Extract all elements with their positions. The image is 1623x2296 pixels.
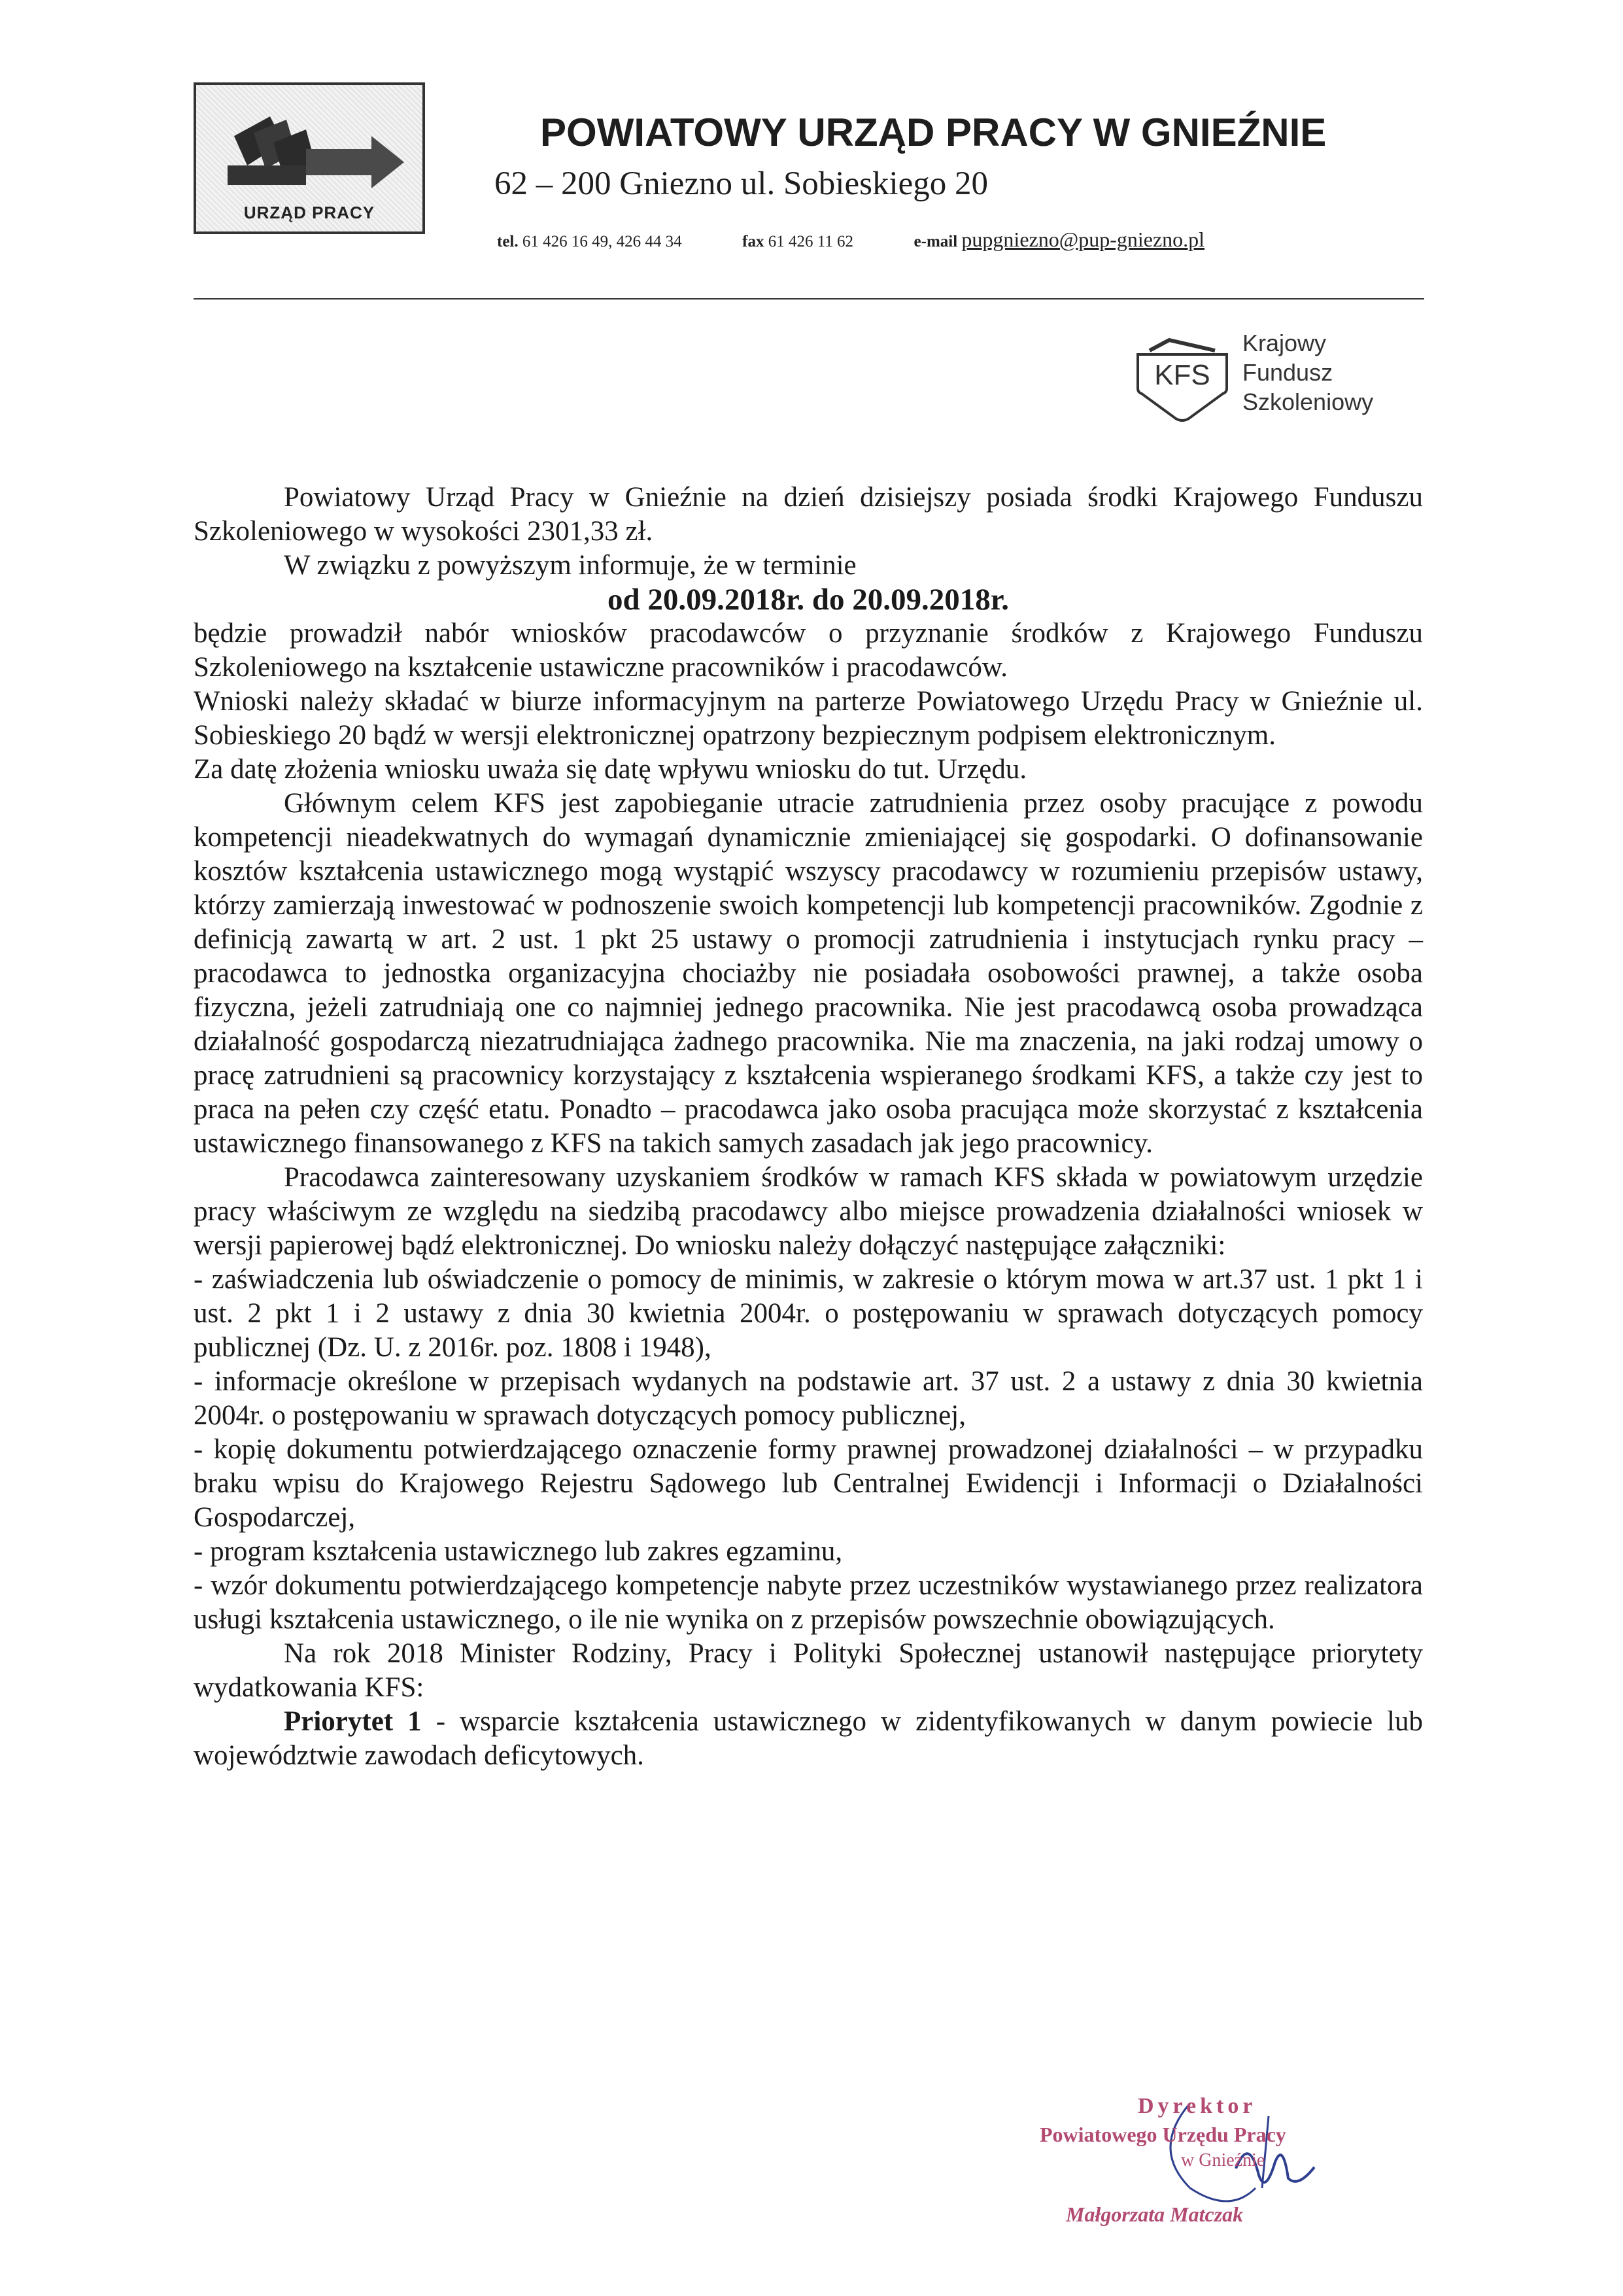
date-range: od 20.09.2018r. do 20.09.2018r. [607, 583, 1010, 617]
tel-label: tel. [497, 233, 519, 250]
arrow-logo-icon [208, 103, 417, 201]
office-name: POWIATOWY URZĄD PRACY W GNIEŹNIE [540, 111, 1327, 154]
kfs-logo [1130, 328, 1405, 426]
stamp-name: Małgorzata Matczak [1066, 2202, 1244, 2226]
paragraph-info: W związku z powyższym informuje, że w terminie [284, 550, 857, 581]
stamp-city: w Gnieźnie [1181, 2150, 1265, 2170]
fax-value: 61 426 11 62 [768, 233, 854, 250]
logo-caption: URZĄD PRACY [243, 203, 375, 222]
list-item: - informacje określone w przepisach wydanych na podstawie art. 37 ust. 2 a ustawy z dnia 30 kwietnia 2004r. o postępowaniu w sprawach dotyczących pomocy publicznej, [194, 1366, 1423, 1431]
fax-label: fax [742, 233, 764, 250]
email-label: e-mail [914, 233, 958, 250]
list-item: - zaświadczenia lub oświadczenie o pomocy de minimis, w zakresie o którym mowa w art.37 ust. 1 pkt 1 i ust. 2 pkt 1 i 2 ustawy z dnia 30 kwietnia 2004r. o postępowaniu w sprawach dotyczących pomocy publicznej (Dz. U. z 2016r. poz. 1808 i 1948), [194, 1264, 1423, 1363]
priority-label: Priorytet 1 [284, 1706, 422, 1737]
kfs-words [1242, 328, 1373, 417]
kfs-badge-icon [1130, 328, 1241, 426]
stamp-title: Dyrektor [1138, 2094, 1257, 2118]
tel-value: 61 426 16 49, 426 44 34 [522, 233, 682, 250]
paragraph-recruitment: będzie prowadził nabór wniosków pracodawców o przyznanie środków z Krajowego Funduszu Szkoleniowego na kształcenie ustawiczne pracowników i pracodawców. [194, 618, 1423, 683]
list-item: - kopię dokumentu potwierdzającego oznaczenie formy prawnej prowadzonej działalności – w przypadku braku wpisu do Krajowego Rejestru Sądowego lub Centralnej Ewidencji i Informacji o Działalności Gospodarczej, [194, 1434, 1423, 1533]
paragraph-kfs-goal: Głównym celem KFS jest zapobieganie utracie zatrudnienia przez osoby pracujące z powodu kompetencji nieadekwatnych do wymagań dynamicznie zmieniającej się gospodarki. O dofinansowanie kosztów kształcenia ustawicznego mogą wystąpić wszyscy pracodawcy w rozumieniu przepisów ustawy, którzy zamierzają inwestować w podnoszenie swoich kompetencji lub kompetencji pracowników. Zgodnie z definicją zawartą w art. 2 ust. 1 pkt 25 ustawy o promocji zatrudnienia i instytucjach rynku pracy – pracodawca to jednostka organizacyjna chociażby nie posiadała osobowości prawnej, a także osoba fizyczna, jeżeli zatrudniają one co najmniej jednego pracownika. Nie jest pracodawcą osoba prowadząca działalność gospodarczą niezatrudniająca żadnego pracownika. Nie ma znaczenia, na jaki rodzaj umowy o pracę zatrudnieni są pracownicy korzystający z kształcenia wspieranego środkami KFS, a także czy jest to praca na pełen czy część etatu. Ponadto – pracodawca jako osoba pracująca może skorzystać z kształcenia ustawicznego finansowanego z KFS na takich samych zasadach jak jego pracownicy. [194, 788, 1423, 1159]
list-item: - wzór dokumentu potwierdzającego kompetencje nabyte przez uczestników wystawianego przez realizatora usługi kształcenia ustawicznego, o ile nie wynika on z przepisów powszechnie obowiązujących. [194, 1570, 1423, 1635]
paragraph-date: Za datę złożenia wniosku uważa się datę wpływu wniosku do tut. Urzędu. [194, 754, 1027, 785]
priority-1 [194, 1705, 1423, 1773]
paragraph-funds: Powiatowy Urząd Pracy w Gnieźnie na dzień dzisiejszy posiada środki Krajowego Funduszu Szkoleniowego w wysokości 2301,33 zł. [194, 482, 1423, 547]
list-item: - program kształcenia ustawicznego lub zakres egzaminu, [194, 1536, 843, 1567]
office-address: 62 – 200 Gniezno ul. Sobieskiego 20 [494, 165, 989, 202]
email-link[interactable]: pupgniezno@pup-gniezno.pl [961, 228, 1205, 251]
kfs-abbr: KFS [1154, 359, 1210, 391]
paragraph-priorities: Na rok 2018 Minister Rodziny, Pracy i Polityki Społecznej ustanowił następujące priorytety wydatkowania KFS: [194, 1638, 1423, 1703]
header-divider [194, 298, 1424, 300]
priority-text: - wsparcie kształcenia ustawicznego w zidentyfikowanych w danym powiecie lub województwie zawodach deficytowych. [194, 1706, 1424, 1771]
stamp-office: Powiatowego Urzędu Pracy [1040, 2123, 1286, 2146]
kfs-line3: Szkoleniowy [1242, 388, 1374, 415]
paragraph-employer: Pracodawca zainteresowany uzyskaniem środków w ramach KFS składa w powiatowym urzędzie pracy właściwym ze względu na siedzibą pracodawcy albo miejsce prowadzenia działalności wniosek w wersji papierowej bądź elektronicznej. Do wniosku należy dołączyć następujące załączniki: [194, 1162, 1423, 1261]
paragraph-submission: Wnioski należy składać w biurze informacyjnym na parterze Powiatowego Urzędu Pracy w Gnieźnie ul. Sobieskiego 20 bądź w wersji elektronicznej opatrzony bezpiecznym podpisem elektronicznym. [194, 686, 1423, 751]
document-body [194, 481, 1423, 1773]
kfs-line2: Fundusz [1242, 359, 1333, 386]
director-stamp [1040, 2090, 1406, 2240]
urzad-pracy-logo [194, 82, 425, 234]
kfs-line1: Krajowy [1242, 330, 1327, 356]
contact-line [497, 228, 1204, 252]
